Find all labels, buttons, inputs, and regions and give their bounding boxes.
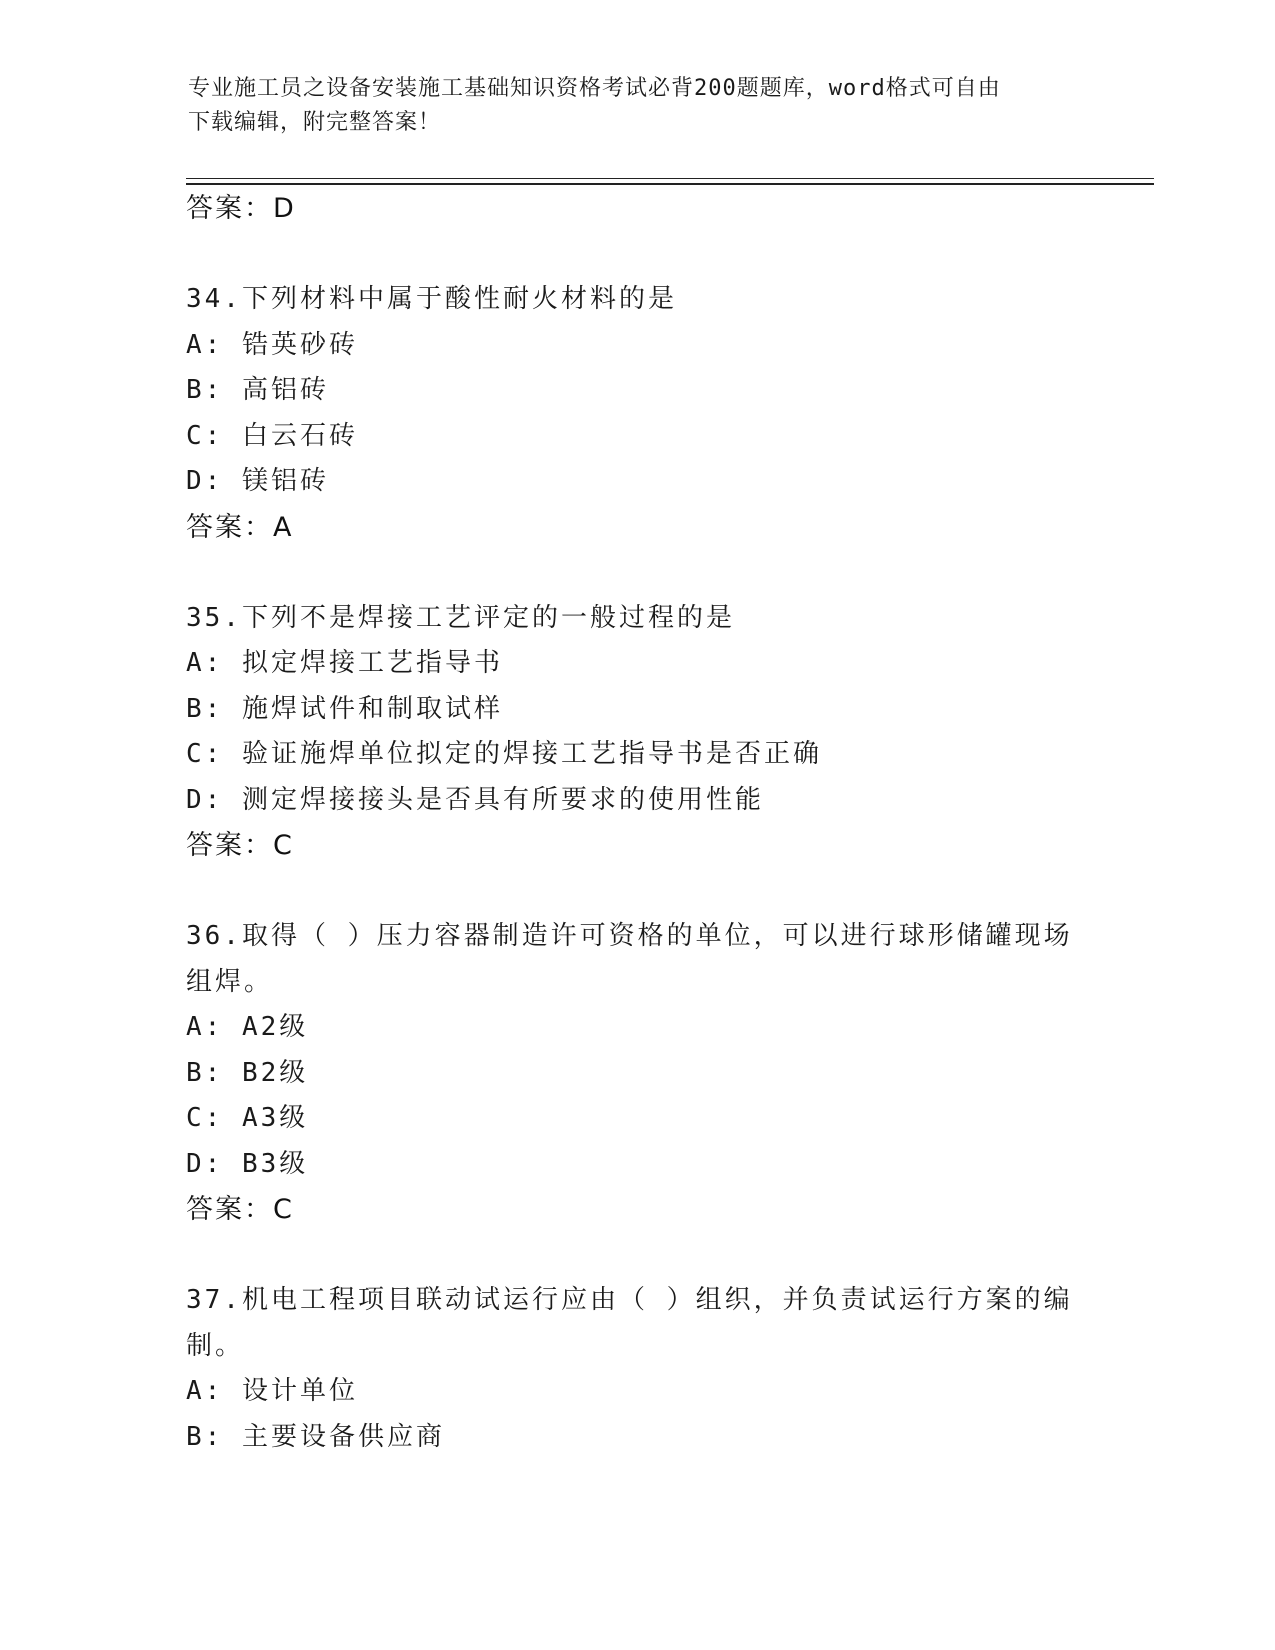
option-a: A: 设计单位 (186, 1376, 358, 1406)
option-c: C: A3级 (186, 1103, 309, 1133)
option-a: A: 锆英砂砖 (186, 329, 358, 360)
question-37 (186, 1278, 1086, 1460)
spacer (186, 232, 1086, 278)
question-34 (186, 277, 1086, 550)
question-stem-line-1: 36.取得（ ）压力容器制造许可资格的单位，可以进行球形储罐现场 (186, 921, 1073, 951)
answer: 答案：C (186, 1194, 294, 1225)
question-stem-line-1: 37.机电工程项目联动试运行应由（ ）组织，并负责试运行方案的编 (186, 1285, 1073, 1315)
header-divider-thick (186, 183, 1154, 185)
header-divider-thin (186, 178, 1154, 179)
option-c: C: 验证施焊单位拟定的焊接工艺指导书是否正确 (186, 739, 822, 769)
question-35 (186, 596, 1086, 869)
question-stem-line-2: 组焊。 (186, 966, 274, 997)
option-c: C: 白云石砖 (186, 420, 358, 451)
spacer (186, 550, 1086, 596)
question-36 (186, 914, 1086, 1233)
option-a: A: A2级 (186, 1012, 309, 1042)
document-header (188, 72, 1068, 140)
option-d: D: 测定焊接接头是否具有所要求的使用性能 (186, 784, 764, 815)
question-list (186, 186, 1086, 1460)
header-title-line-2: 下载编辑，附完整答案！ (188, 110, 442, 135)
option-b: B: B2级 (186, 1057, 309, 1088)
option-a: A: 拟定焊接工艺指导书 (186, 648, 503, 678)
header-title-line-1: 专业施工员之设备安装施工基础知识资格考试必背200题题库，word格式可自由 (188, 76, 1001, 101)
spacer (186, 1233, 1086, 1279)
question-stem: 35.下列不是焊接工艺评定的一般过程的是 (186, 602, 735, 633)
option-d: D: 镁铝砖 (186, 466, 329, 496)
answer: 答案：C (186, 830, 294, 861)
spacer (186, 869, 1086, 915)
question-stem-line-2: 制。 (186, 1330, 245, 1361)
option-d: D: B3级 (186, 1148, 309, 1179)
answer: 答案：A (186, 511, 294, 543)
option-b: B: 主要设备供应商 (186, 1421, 445, 1452)
option-b: B: 施焊试件和制取试样 (186, 693, 503, 724)
previous-answer: 答案：D (186, 193, 296, 224)
option-b: B: 高铝砖 (186, 375, 329, 405)
question-stem: 34.下列材料中属于酸性耐火材料的是 (186, 284, 677, 314)
